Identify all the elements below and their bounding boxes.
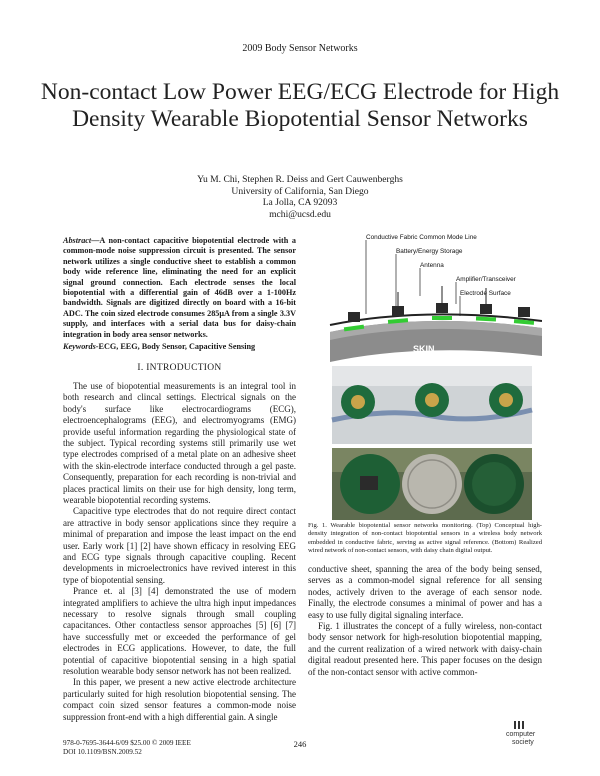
photo-wired-network: [332, 366, 532, 444]
label-antenna: Antenna: [420, 262, 444, 269]
author-affiliation: University of California, San Diego: [231, 185, 369, 197]
section-heading-introduction: I. INTRODUCTION: [137, 363, 222, 374]
sensor-board-1-chip: [351, 395, 365, 409]
logo-bar-1: [514, 721, 516, 729]
photo-coin-comparison: [332, 448, 532, 520]
figure-1: [308, 232, 542, 522]
logo-text-computer: computer: [506, 731, 536, 738]
sensor-module-2: [392, 306, 404, 316]
sensor-module-1: [348, 312, 360, 322]
concept-diagram: [330, 234, 542, 362]
abstract: [63, 236, 296, 340]
author-block: [100, 174, 500, 220]
left-column: [63, 236, 296, 723]
electrode-3: [432, 316, 452, 320]
sensor-board-2-chip: [425, 393, 439, 407]
label-battery: Battery/Energy Storage: [396, 248, 463, 255]
footer-doi[interactable]: DOI 10.1109/BSN.2009.52: [63, 748, 142, 756]
abstract-text: —A non-contact capacitive biopotential electrode with a common-mode noise suppression circuit is presented. The sensor network utilizes a single conductive sheet to establish a common body wide reference line, eliminating the need for an explicit signal ground connection. Each electrode senses the local biopotential with a differential gain of 46dB over a 1-100Hz bandwidth. Signals are digitized directly on board with a 16-bit ADC. The coin sized electrode consumes 285μA from a single 3.3V supply, and interfaces with a serial data bus for daisy-chain integration in body area sensor networks.: [63, 236, 296, 339]
keywords-lead: Keywords: [63, 342, 96, 352]
coin-quarter: [402, 454, 462, 514]
label-electrode-surface: Electrode Surface: [460, 290, 511, 297]
author-email[interactable]: mchi@ucsd.edu: [269, 208, 331, 220]
computer-society-logo: [492, 719, 552, 753]
author-city: La Jolla, CA 92093: [262, 197, 338, 209]
keywords: [63, 342, 296, 352]
intro-paragraph-2: Capacitive type electrodes that do not require direct contact are attractive in body sensor applications since they require a minimal of preparation and impose the least impact on the end user. Early work [1] [2] have shown efficacy in resolving EEG and ECG type signals through capacitive coupling. Recent developments in microelectronics have revived interest in this type of biopotential sensing.: [63, 506, 296, 585]
paper-title: Non-contact Low Power EEG/ECG Electrode for High Density Wearable Biopotential Sensor Networks: [40, 79, 560, 132]
right-paragraph-2: Fig. 1 illustrates the concept of a fully wireless, non-contact body sensor network for high-resolution biopotential mapping, and the current realization of a wired network with daisy-chain digital readout presented here. This paper focuses on the design of the non-contact sensor with active common-: [308, 621, 542, 677]
label-common-mode-line: Conductive Fabric Common Mode Line: [366, 234, 477, 241]
intro-paragraph-4: In this paper, we present a new active electrode architecture particularly suited for high resolution biopotential sensing. The compact coin sized sensor features a common-mode noise suppression front-end with a high differential gain. A single: [63, 677, 296, 722]
logo-text-society: society: [512, 739, 534, 746]
intro-paragraph-3: Prance et. al [3] [4] demonstrated the use of modern integrated amplifiers to achieve the ultra high input impedances necessary to resolve signals through small coupling capacitances. Other contactless sensor approaches [5] [6] [7] have successfully met or exceeded the performance of gel electrodes in ECG applications. However, to date, the full potential of capacitive biopotential sensing in a high spatial resolution wearable body sensor network has not been realized.: [63, 586, 296, 677]
right-paragraph-1: conductive sheet, spanning the area of the body being sensed, serves as a common-model signal reference for all sensing nodes, actively driven to the average of each sensor node. Finally, the electrode consumes a minimal of power and has a easy to use fully digital signaling interface.: [308, 564, 542, 620]
sensor-board-bottom-pad: [472, 462, 516, 506]
abstract-lead: Abstract: [63, 236, 92, 245]
right-column-text: [308, 564, 542, 678]
conference-header: 2009 Body Sensor Networks: [242, 43, 358, 54]
label-amplifier: Amplifier/Transceiver: [456, 276, 516, 283]
sensor-board-3-chip: [499, 393, 513, 407]
sensor-module-5: [518, 307, 530, 317]
sensor-module-4: [480, 304, 492, 314]
logo-bar-2: [518, 721, 520, 729]
sensor-module-3: [436, 303, 448, 313]
author-names: Yu M. Chi, Stephen R. Deiss and Gert Cauwenberghs: [197, 174, 403, 185]
intro-paragraph-1: The use of biopotential measurements is an integral tool in both research and clincal settings. Electrical signals on the body's surface like electrocardiograms (ECG), electroencephalograms (EEG), and electromyograms (EMG) provide useful information regarding the physiological state of the subject. Typical recording systems still primarily use wet type electrodes comprised of a metal plate on an adhesive sheet with the skin-electrode interface conducted through a gel paste. Consequently, preparation for each recording is non-trivial and places practical limits on their use for high density, long term, wearable biopotential recording systems.: [63, 380, 296, 505]
keywords-text: -ECG, EEG, Body Sensor, Capacitive Sensing: [95, 342, 256, 352]
sensor-board-top-chip: [360, 476, 378, 490]
footer-isbn: 978-0-7695-3644-6/09 $25.00 © 2009 IEEE: [63, 739, 191, 747]
figure-1-graphic: [308, 232, 542, 522]
logo-bar-3: [522, 721, 524, 729]
skin-label: SKIN: [413, 344, 435, 354]
page-number: 246: [293, 739, 307, 749]
electrode-4: [476, 316, 496, 321]
figure-1-caption: Fig. 1. Wearable biopotential sensor networks monitoring. (Top) Conceptual high-density integration of non-contact biopotential sensors in a wireless body network embedded in conductive fabric, serving as active signal reference. (Bottom) Realized wired network of non-contact sensors, with daisy chain digital output.: [308, 522, 542, 555]
